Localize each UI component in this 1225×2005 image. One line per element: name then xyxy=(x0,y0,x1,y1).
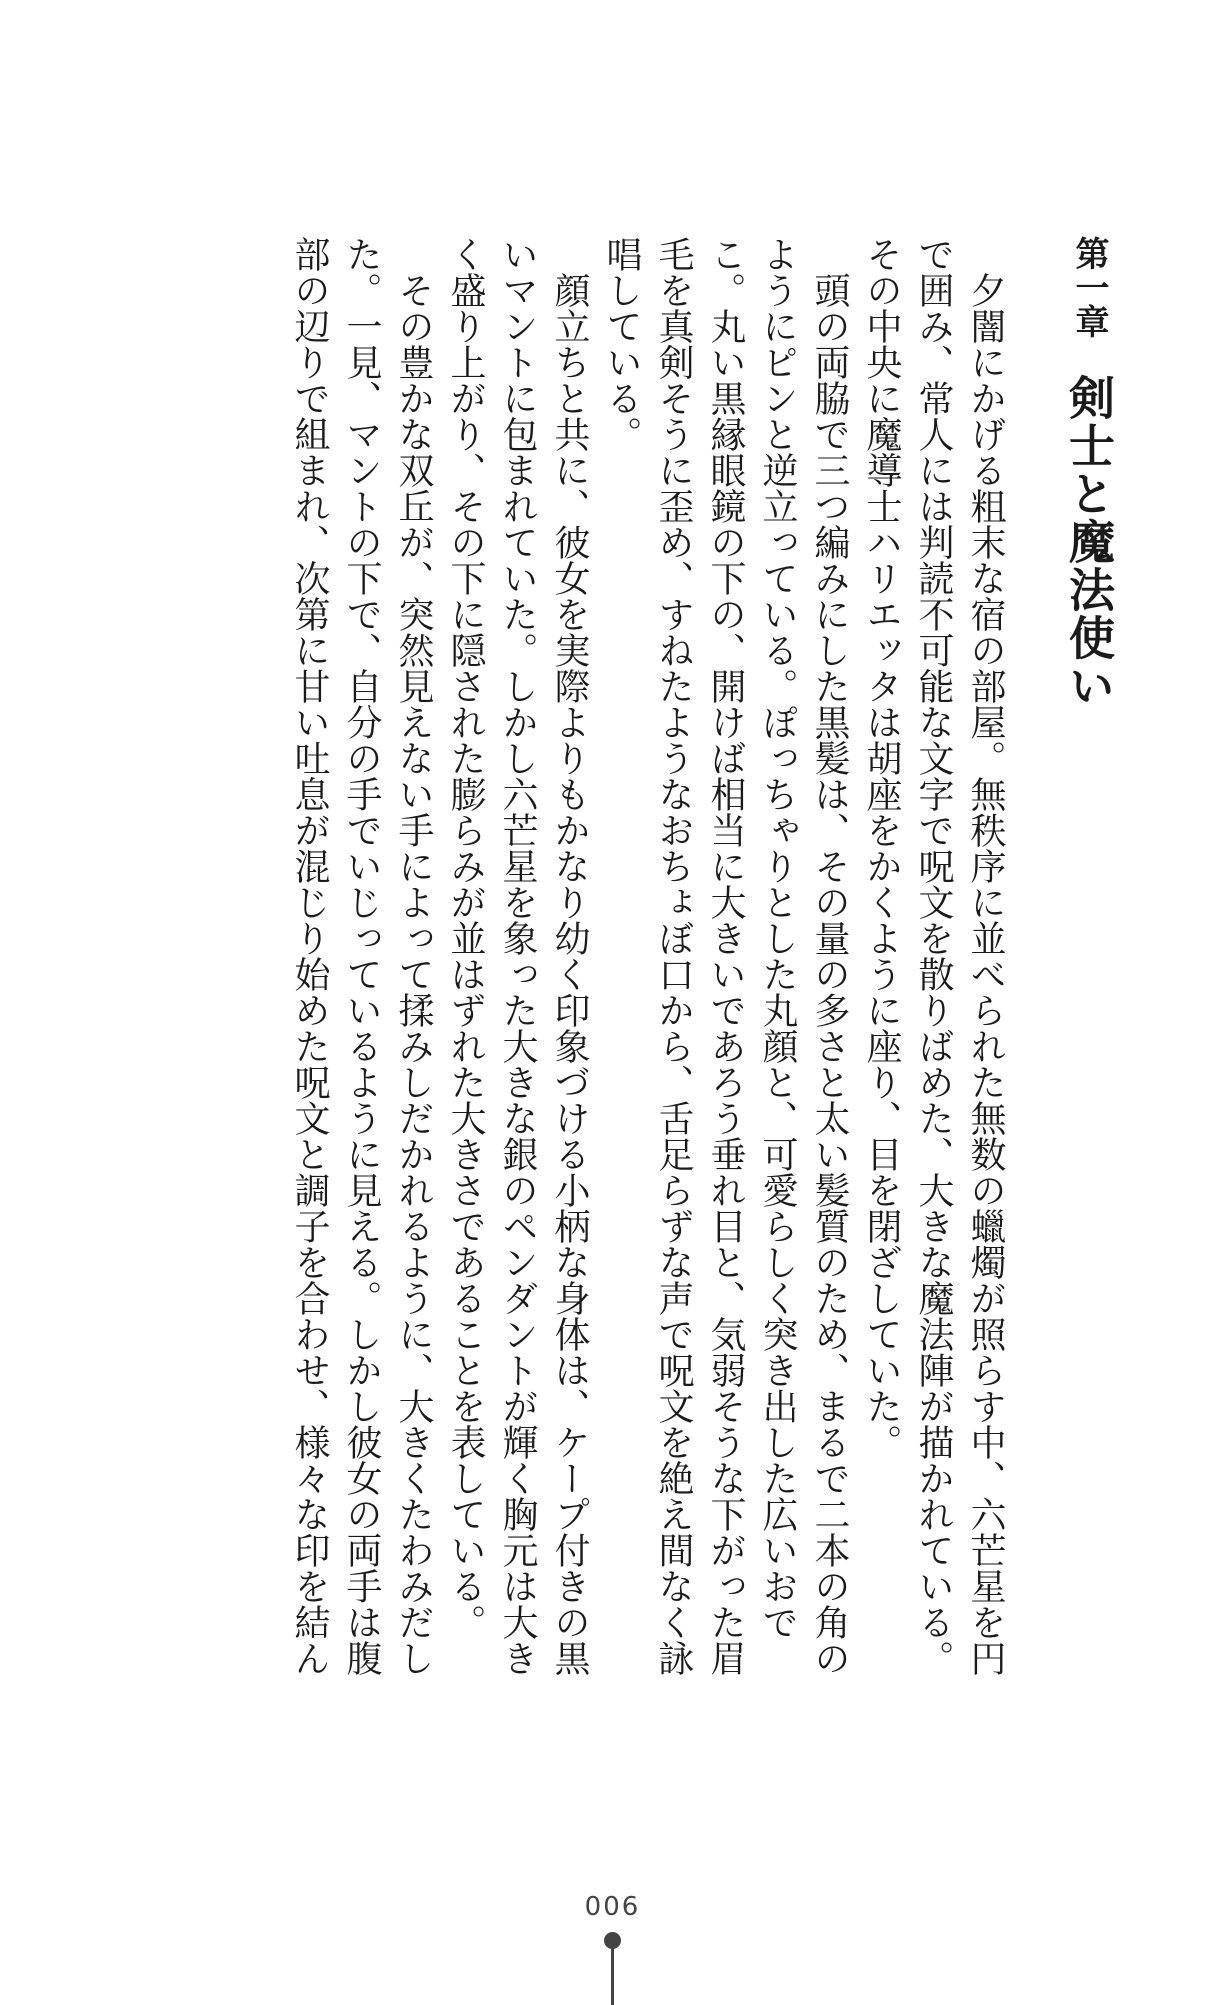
folio-dot-icon xyxy=(604,1932,621,1949)
paragraph-3: 顔立ちと共に、彼女を実際よりもかなり幼く印象づける小柄な身体は、ケープ付きの黒いマントに包まれていた。しかし六芒星を象った大きな銀のペンダントが輝く胸元は大きく盛り上がり、その下に隠された膨らみが並はずれた大きさであることを表している。 xyxy=(445,236,590,1676)
chapter-heading xyxy=(1063,236,1115,1676)
vertical-text-body xyxy=(115,236,1115,1676)
paragraph-4: その豊かな双丘が、突然見えない手によって揉みしだかれるように、大きくたわみだした。一見、マントの下で、自分の手でいじっているように見える。しかし彼女の両手は腹部の辺りで組まれ、次第に甘い吐息が混じり始めた呪文と調子を合わせ、様々な印を結ん xyxy=(289,236,434,1676)
folio-line xyxy=(611,1948,614,2005)
paragraph-1: 夕闇にかげる粗末な宿の部屋。無秩序に並べられた無数の蠟燭が照らす中、六芒星を円で囲み、常人には判読不可能な文字で呪文を散りばめた、大きな魔法陣が描かれている。その中央に魔導士ハリエッタは胡座をかくように座り、目を閉ざしていた。 xyxy=(861,236,1006,1676)
page-number: 006 xyxy=(584,1892,641,1922)
chapter-title: 剣士と魔法使い xyxy=(1062,374,1116,710)
chapter-number: 第一章 xyxy=(1069,236,1109,338)
paragraph-2: 頭の両脇で三つ編みにした黒髪は、その量の多さと太い髪質のため、まるで二本の角のようにピンと逆立っている。ぽっちゃりとした丸顔と、可愛らしく突き出した広いおでこ。丸い黒縁眼鏡の下の、開けば相当に大きいであろう垂れ目と、気弱そうな下がった眉毛を真剣そうに歪め、すねたようなおちょぼ口から、舌足らずな声で呪文を絶え間なく詠唱している。 xyxy=(601,236,850,1676)
